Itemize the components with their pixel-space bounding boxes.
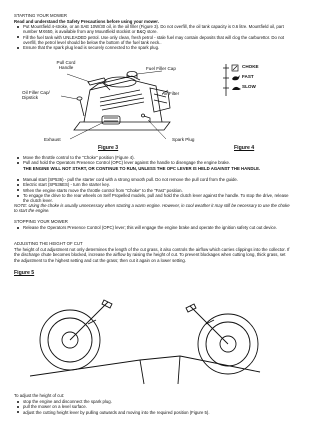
adjust-intro: To adjust the height of cut:	[14, 393, 65, 398]
section-heading-starting: STARTING YOUR MOWER	[14, 13, 67, 18]
safety-subheading: Read and understand the Safety Precautions before using your mower.	[14, 18, 159, 24]
list-item: To engage the drive to the rear wheels on Self Propelled models, pull and hold the clutch lever against the handle. To stop the drive, release the clutch lever.	[14, 193, 290, 204]
list-item: stop the engine and disconnect the spark plug.	[14, 399, 290, 404]
figure-3-engine-illustration	[44, 60, 195, 144]
slow-label: SLOW	[242, 84, 256, 89]
choke-label: CHOKE	[242, 64, 259, 69]
figure-4-caption: Figure 4	[234, 145, 255, 151]
list-item: adjust the cutting height lever by pulling outwards and moving into the required position (Figure 5).	[14, 410, 290, 415]
adjust-steps-list	[14, 399, 290, 415]
label-pull-cord-handle: Pull Cord Handle	[56, 60, 76, 71]
list-item: Release the Operators Presence Control (OPC) lever; this will engage the engine brake and operate the ignition safety cut out device.	[14, 225, 290, 230]
label-exhaust: Exhaust	[44, 137, 61, 142]
starting-steps-list	[14, 155, 290, 166]
fast-label: FAST	[242, 74, 254, 79]
label-oil-filler-cap: Oil Filler Cap/ Dipstick	[22, 90, 50, 101]
list-item: When the engine starts move the throttle control from "Choke" to the "Fast" position.	[14, 188, 290, 193]
stopping-list	[14, 225, 290, 230]
starting-steps-list-after	[14, 177, 290, 203]
list-item: Fill the fuel tank with UNLEADED petrol. Use only clean, fresh petrol - stale fuel may contain deposits that will clog the carburettor. Do not overfill, the petrol level should be below the bottom of the fuel tank neck..	[14, 35, 290, 46]
list-item: Pull and hold the Operators Presence Control (OPC) lever against the handle to disengage the engine brake.	[14, 160, 290, 165]
choke-note: NOTE: Using the choke is usually unnecessary when starting a warm engine. However, in cool weather it may still be necessary to use the choke to start the engine.	[14, 203, 290, 214]
opc-warning: THE ENGINE WILL NOT START, OR CONTINUE TO RUN, UNLESS THE OPC LEVER IS HELD AGAINST THE HANDLE.	[23, 166, 261, 171]
list-item: Electric start (SP536ES) - turn the starter key.	[14, 182, 290, 187]
label-air-filter: Air Filter	[162, 91, 180, 96]
list-item: Move the throttle control to the "Choke" position (Figure 4).	[14, 155, 290, 160]
figure-3-caption: Figure 3	[98, 145, 119, 151]
section-heading-stopping: STOPPING YOUR MOWER	[14, 219, 68, 224]
choke-icon	[232, 65, 238, 71]
figure-5-caption: Figure 5	[14, 270, 35, 276]
tortoise-icon	[232, 87, 241, 90]
hare-icon	[232, 75, 240, 80]
figure-5-height-adjust-illustration	[30, 280, 284, 390]
list-item: pull the mower on a level surface.	[14, 404, 290, 409]
list-item: Ensure that the spark plug lead is securely connected to the spark plug.	[14, 45, 290, 50]
section-heading-adjusting: ADJUSTING THE HEIGHT OF CUT	[14, 241, 83, 246]
adjusting-paragraph: The height of cut adjustment not only determines the length of the cut grass, it also controls the airflow which carries clippings into the collector. If the discharge chute becomes blocked, increase the airflow by raising the height of cut. To prevent blockages when cutting long, thick grass, set the adjustment to the highest setting and cut the grass; then cut it again on a lower setting.	[14, 247, 290, 263]
starting-bullet-list	[14, 24, 290, 50]
label-spark-plug: Spark Plug	[172, 137, 195, 142]
list-item: Manual start (SP536) - pull the starter cord with a strong smooth pull. Do not remove the pull cord from the guide.	[14, 177, 290, 182]
label-fuel-filler-cap: Fuel Filler Cap	[146, 66, 176, 71]
list-item: Put Mountfield 4-stroke, or an SAE 10W/30 oil, in the oil filler (Figure 3). Do not overfill, the oil tank capacity is 0.6 litre. Mountfield oil, part number MX650, is available from any Mountfield stockist or B&Q store.	[14, 24, 290, 35]
